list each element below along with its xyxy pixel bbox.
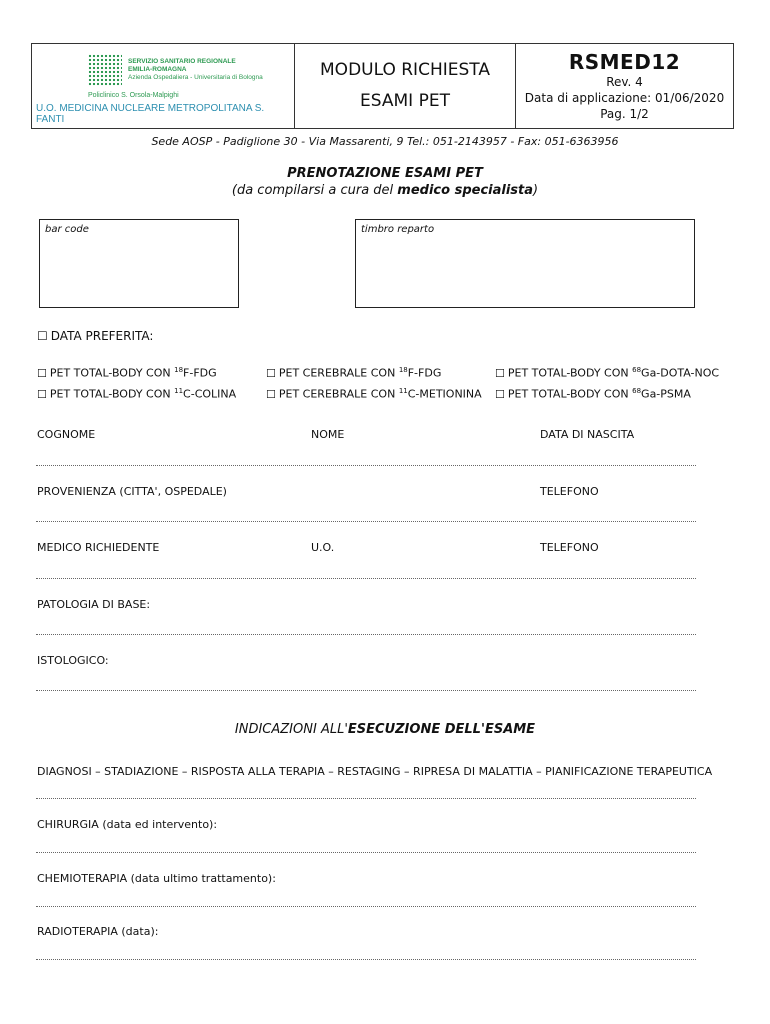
- exam-label: PET TOTAL-BODY CON: [49, 366, 175, 380]
- logo-text: [128, 58, 263, 82]
- form-date: Data di applicazione: 01/06/2020: [524, 91, 725, 105]
- exam-option[interactable]: [37, 366, 217, 380]
- exam-tracer: F-FDG: [183, 366, 217, 380]
- chemio-label: CHEMIOTERAPIA (data ultimo trattamento):: [37, 872, 276, 885]
- logo-line3: Azienda Ospedaliera - Universitaria di Bologna: [128, 74, 263, 81]
- isotope-number: 18: [398, 366, 408, 374]
- subtitle-post: ): [533, 183, 539, 198]
- checkbox-icon[interactable]: ☐: [495, 366, 505, 380]
- nome-label: NOME: [311, 428, 345, 441]
- logo-policlinico: Policlinico S. Orsola-Malpighi: [88, 92, 179, 99]
- medico-label: MEDICO RICHIEDENTE: [37, 541, 160, 554]
- indicazioni-bold: ESECUZIONE DELL'ESAME: [347, 722, 536, 737]
- timbro-label: timbro reparto: [361, 224, 435, 235]
- subtitle-bold: medico specialista: [397, 183, 534, 198]
- radio-label: RADIOTERAPIA (data):: [37, 925, 159, 938]
- data-nascita-label: DATA DI NASCITA: [540, 428, 635, 441]
- indicazioni-pre: INDICAZIONI ALL': [234, 722, 348, 737]
- exam-tracer: C-COLINA: [183, 387, 237, 401]
- header-table: [31, 43, 734, 129]
- istologico-line[interactable]: [36, 690, 696, 691]
- telefono-medico-label: TELEFONO: [540, 541, 599, 554]
- exam-option[interactable]: [495, 366, 719, 380]
- code-cell: [516, 44, 733, 128]
- telefono-label: TELEFONO: [540, 485, 599, 498]
- medico-line[interactable]: [36, 578, 696, 579]
- subtitle-pre: (da compilarsi a cura del: [231, 183, 398, 198]
- provenienza-line[interactable]: [36, 521, 696, 522]
- barcode-label: bar code: [45, 224, 89, 235]
- checkbox-icon[interactable]: ☐: [266, 366, 276, 380]
- diagnosi-line[interactable]: [36, 798, 696, 799]
- provenienza-label: PROVENIENZA (CITTA', OSPEDALE): [37, 485, 227, 498]
- exam-option[interactable]: [266, 366, 441, 380]
- exam-tracer: Ga-PSMA: [641, 387, 691, 401]
- section-subtitle: [0, 183, 770, 198]
- region-logo-icon: [88, 54, 122, 86]
- form-code: RSMED12: [568, 50, 681, 74]
- patologia-line[interactable]: [36, 634, 696, 635]
- unit-name: U.O. MEDICINA NUCLEARE METROPOLITANA S. FANTI: [36, 103, 265, 125]
- barcode-box[interactable]: [39, 219, 239, 308]
- logo-cell: [32, 44, 295, 128]
- checkbox-icon[interactable]: ☐: [266, 387, 276, 401]
- istologico-label: ISTOLOGICO:: [37, 654, 109, 667]
- section-title: PRENOTAZIONE ESAMI PET: [287, 166, 483, 181]
- diagnosi-label: DIAGNOSI – STADIAZIONE – RISPOSTA ALLA TERAPIA – RESTAGING – RIPRESA DI MALATTIA – PIANIFICAZIONE TERAPEUTICA: [37, 765, 713, 778]
- checkbox-icon[interactable]: ☐: [37, 329, 48, 343]
- cognome-label: COGNOME: [37, 428, 96, 441]
- exam-label: PET TOTAL-BODY CON: [49, 387, 175, 401]
- page-number: Pag. 1/2: [600, 107, 649, 121]
- form-title-line2: ESAMI PET: [360, 91, 450, 111]
- data-preferita-label: DATA PREFERITA:: [50, 329, 154, 343]
- exam-tracer: F-FDG: [407, 366, 442, 380]
- checkbox-icon[interactable]: ☐: [37, 366, 47, 380]
- patologia-label: PATOLOGIA DI BASE:: [37, 598, 151, 611]
- logo-line2: EMILIA-ROMAGNA: [128, 66, 187, 73]
- uo-label: U.O.: [311, 541, 335, 554]
- isotope-number: 11: [174, 387, 184, 395]
- data-preferita[interactable]: [37, 329, 153, 343]
- chemio-line[interactable]: [36, 906, 696, 907]
- form-title-line1: MODULO RICHIESTA: [320, 60, 490, 80]
- isotope-number: 68: [632, 366, 642, 374]
- exam-tracer: Ga-DOTA-NOC: [641, 366, 720, 380]
- cognome-line[interactable]: [36, 465, 696, 466]
- radio-line[interactable]: [36, 959, 696, 960]
- chirurgia-line[interactable]: [36, 852, 696, 853]
- title-cell: [295, 44, 516, 128]
- exam-label: PET TOTAL-BODY CON: [507, 366, 633, 380]
- sede-address: Sede AOSP - Padiglione 30 - Via Massarenti, 9 Tel.: 051-2143957 - Fax: 051-6363956: [151, 135, 619, 148]
- exam-option[interactable]: [495, 387, 691, 401]
- exam-option[interactable]: [266, 387, 482, 401]
- checkbox-icon[interactable]: ☐: [37, 387, 47, 401]
- form-revision: Rev. 4: [606, 75, 643, 89]
- exam-label: PET CEREBRALE CON: [278, 366, 399, 380]
- logo-line1: SERVIZIO SANITARIO REGIONALE: [128, 58, 236, 65]
- checkbox-icon[interactable]: ☐: [495, 387, 505, 401]
- isotope-number: 11: [398, 387, 408, 395]
- timbro-box[interactable]: [355, 219, 695, 308]
- exam-label: PET CEREBRALE CON: [278, 387, 399, 401]
- exam-label: PET TOTAL-BODY CON: [507, 387, 633, 401]
- isotope-number: 68: [632, 387, 642, 395]
- exam-option[interactable]: [37, 387, 236, 401]
- exam-tracer: C-METIONINA: [407, 387, 482, 401]
- indicazioni-title: [0, 722, 770, 737]
- isotope-number: 18: [174, 366, 184, 374]
- chirurgia-label: CHIRURGIA (data ed intervento):: [37, 818, 218, 831]
